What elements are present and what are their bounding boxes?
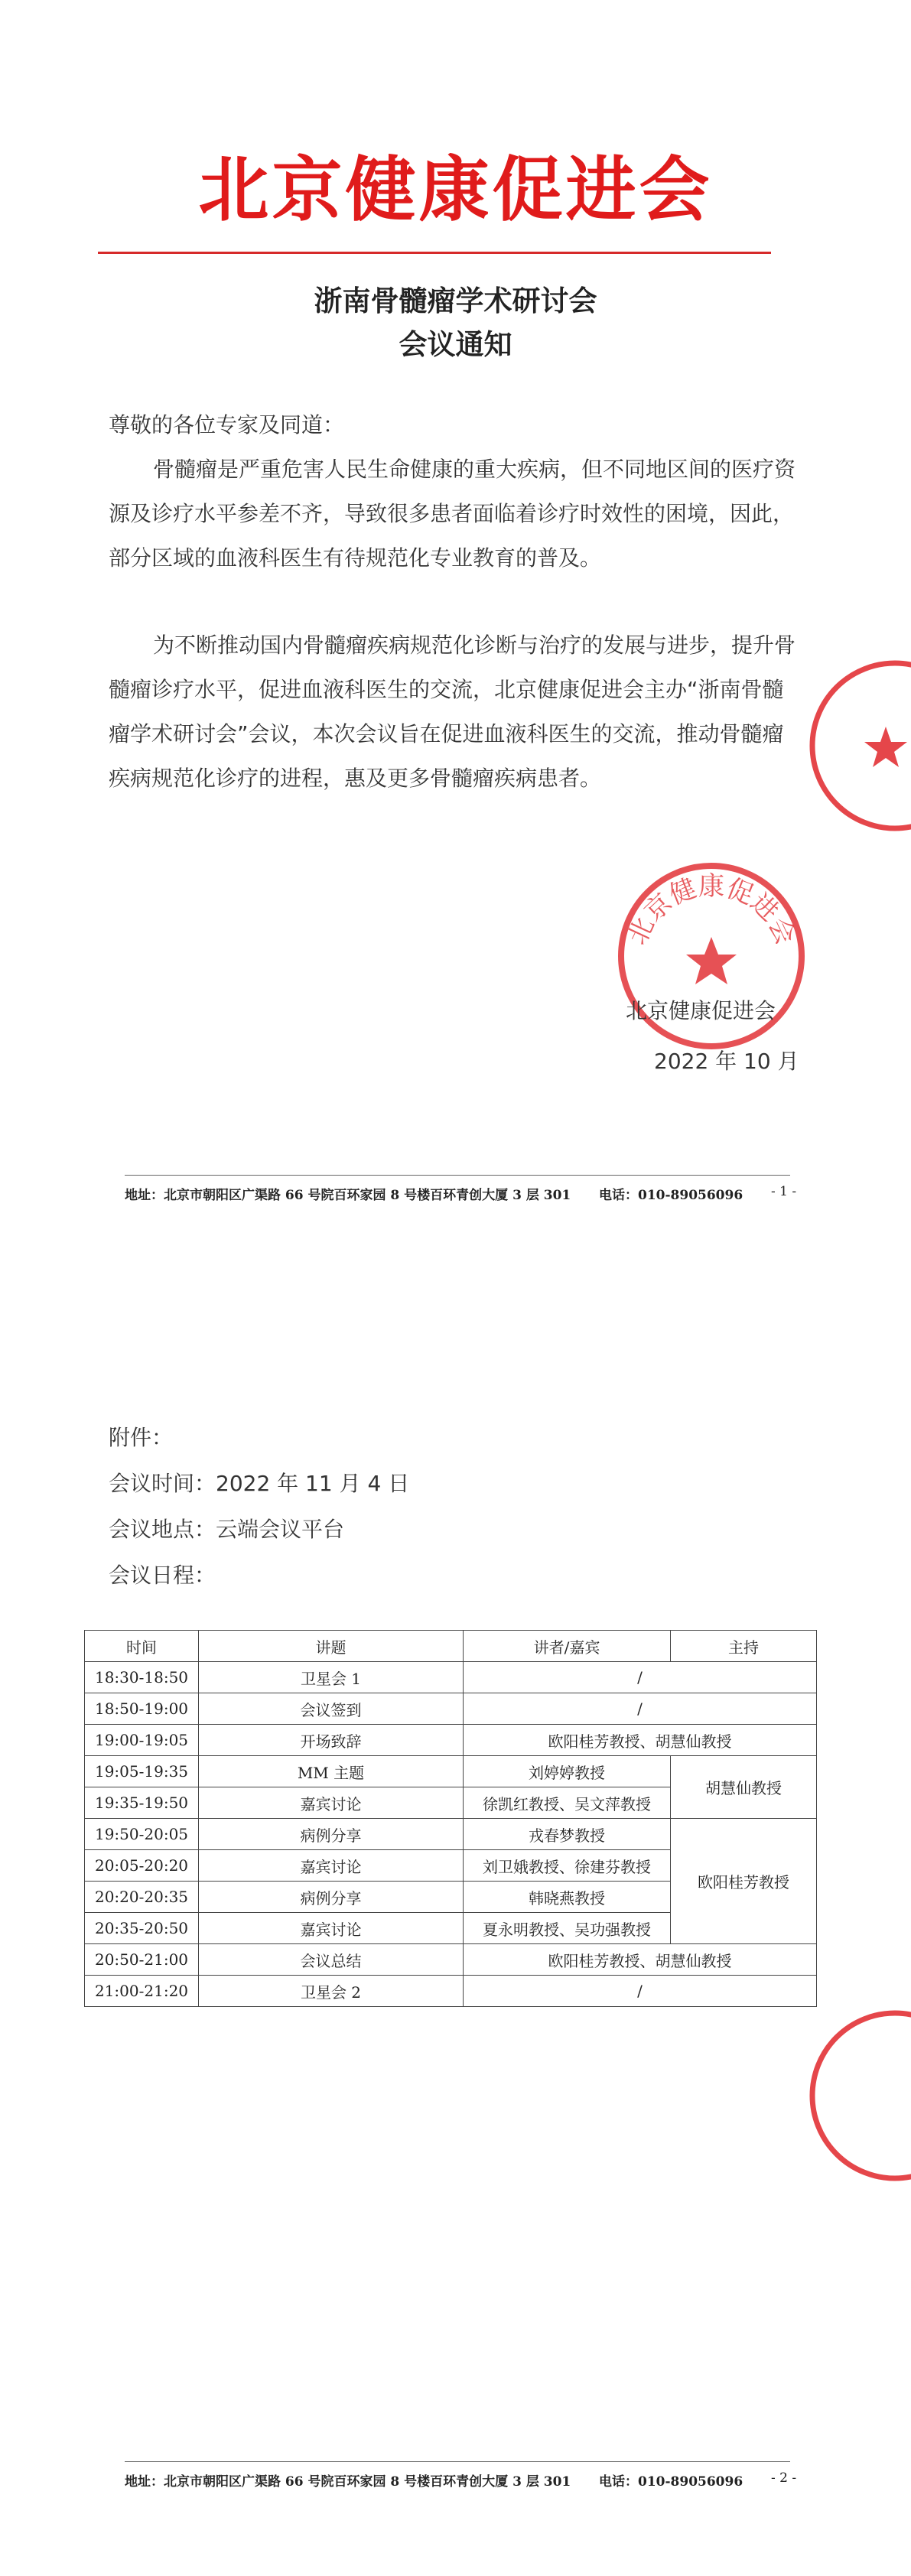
signature-date: 2022 年 10 月 (654, 1049, 799, 1074)
cell-speaker: 欧阳桂芳教授、胡慧仙教授 (464, 1944, 817, 1976)
cell-speaker: 韩晓燕教授 (464, 1882, 671, 1913)
org-letterhead-title: 北京健康促进会 (198, 148, 713, 231)
table-row (85, 1756, 817, 1787)
paragraph-1: 骨髓瘤是严重危害人民生命健康的重大疾病，但不同地区间的医疗资源及诊疗水平参差不齐，导致很多患者面临着诊疗时效性的困境，因此，部分区域的血液科医生有待规范化专业教育的普及。 (109, 457, 796, 571)
cell-topic: 嘉宾讨论 (199, 1850, 464, 1882)
svg-text:北京健康促进会 (622, 871, 801, 949)
cell-time: 21:00-21:20 (85, 1976, 199, 2007)
agenda-heading: 会议日程： (109, 1563, 216, 1588)
letterhead-red-rule (98, 252, 771, 254)
cell-host: 胡慧仙教授 (671, 1756, 817, 1819)
attachment-heading: 附件： (109, 1425, 174, 1450)
footer-address: 地址：北京市朝阳区广渠路 66 号院百环家园 8 号楼百环青创大厦 3 层 301 (125, 2474, 571, 2490)
cell-topic: 卫星会 2 (199, 1976, 464, 2007)
page-number: - 2 - (771, 2470, 797, 2486)
header-host: 主持 (671, 1631, 817, 1662)
cell-time: 20:20-20:35 (85, 1882, 199, 1913)
cell-speaker: 刘卫娥教授、徐建芬教授 (464, 1850, 671, 1882)
cell-topic: MM 主题 (199, 1756, 464, 1787)
cell-speaker: 欧阳桂芳教授、胡慧仙教授 (464, 1725, 817, 1756)
document-subtitle: 会议通知 (399, 327, 512, 361)
table-header-row (85, 1631, 817, 1662)
seal-stamp (612, 857, 811, 1055)
cell-topic: 病例分享 (199, 1819, 464, 1850)
table-row (85, 1819, 817, 1850)
footer-rule (125, 1175, 790, 1176)
cell-time: 19:50-20:05 (85, 1819, 199, 1850)
cell-time: 19:35-19:50 (85, 1787, 199, 1819)
cell-time: 20:05-20:20 (85, 1850, 199, 1882)
seal-stamp-partial (803, 654, 911, 838)
agenda-table (84, 1630, 817, 2007)
meeting-place: 会议地点：云端会议平台 (109, 1517, 345, 1542)
cell-speaker: / (464, 1693, 817, 1725)
cell-host: 欧阳桂芳教授 (671, 1819, 817, 1944)
page-number: - 1 - (771, 1184, 797, 1199)
cell-topic: 卫星会 1 (199, 1662, 464, 1693)
cell-topic: 嘉宾讨论 (199, 1787, 464, 1819)
cell-topic: 嘉宾讨论 (199, 1913, 464, 1944)
cell-speaker: 刘婷婷教授 (464, 1756, 671, 1787)
cell-speaker: 戎春梦教授 (464, 1819, 671, 1850)
cell-time: 18:50-19:00 (85, 1693, 199, 1725)
header-speaker: 讲者/嘉宾 (464, 1631, 671, 1662)
header-topic: 讲题 (199, 1631, 464, 1662)
cell-time: 20:50-21:00 (85, 1944, 199, 1976)
table-row (85, 1693, 817, 1725)
document-title: 浙南骨髓瘤学术研讨会 (314, 284, 597, 317)
cell-time: 20:35-20:50 (85, 1913, 199, 1944)
table-row (85, 1944, 817, 1976)
cell-speaker: / (464, 1976, 817, 2007)
cell-topic: 开场致辞 (199, 1725, 464, 1756)
signature-org: 北京健康促进会 (626, 998, 776, 1023)
table-row (85, 1725, 817, 1756)
cell-topic: 病例分享 (199, 1882, 464, 1913)
table-row (85, 1976, 817, 2007)
footer-phone: 电话：010-89056096 (599, 2474, 743, 2490)
footer-rule (125, 2461, 790, 2462)
cell-time: 19:05-19:35 (85, 1756, 199, 1787)
header-time: 时间 (85, 1631, 199, 1662)
cell-time: 18:30-18:50 (85, 1662, 199, 1693)
stamp-text: 北京健康促进会 (622, 871, 801, 950)
footer-phone: 电话：010-89056096 (599, 1188, 743, 1203)
cell-time: 19:00-19:05 (85, 1725, 199, 1756)
paragraph-2: 为不断推动国内骨髓瘤疾病规范化诊断与治疗的发展与进步，提升骨髓瘤诊疗水平，促进血液科医生的交流，北京健康促进会主办“浙南骨髓瘤学术研讨会”会议，本次会议旨在促进血液科医生的交流，推动骨髓瘤疾病规范化诊疗的进程，惠及更多骨髓瘤疾病患者。 (109, 633, 796, 791)
cell-speaker: 夏永明教授、吴功强教授 (464, 1913, 671, 1944)
salutation: 尊敬的各位专家及同道： (109, 412, 345, 437)
cell-speaker: / (464, 1662, 817, 1693)
cell-topic: 会议签到 (199, 1693, 464, 1725)
meeting-time: 会议时间：2022 年 11 月 4 日 (109, 1471, 410, 1496)
cell-speaker: 徐凯红教授、吴文萍教授 (464, 1787, 671, 1819)
footer-address: 地址：北京市朝阳区广渠路 66 号院百环家园 8 号楼百环青创大厦 3 层 301 (125, 1188, 571, 1203)
table-row (85, 1662, 817, 1693)
cell-topic: 会议总结 (199, 1944, 464, 1976)
